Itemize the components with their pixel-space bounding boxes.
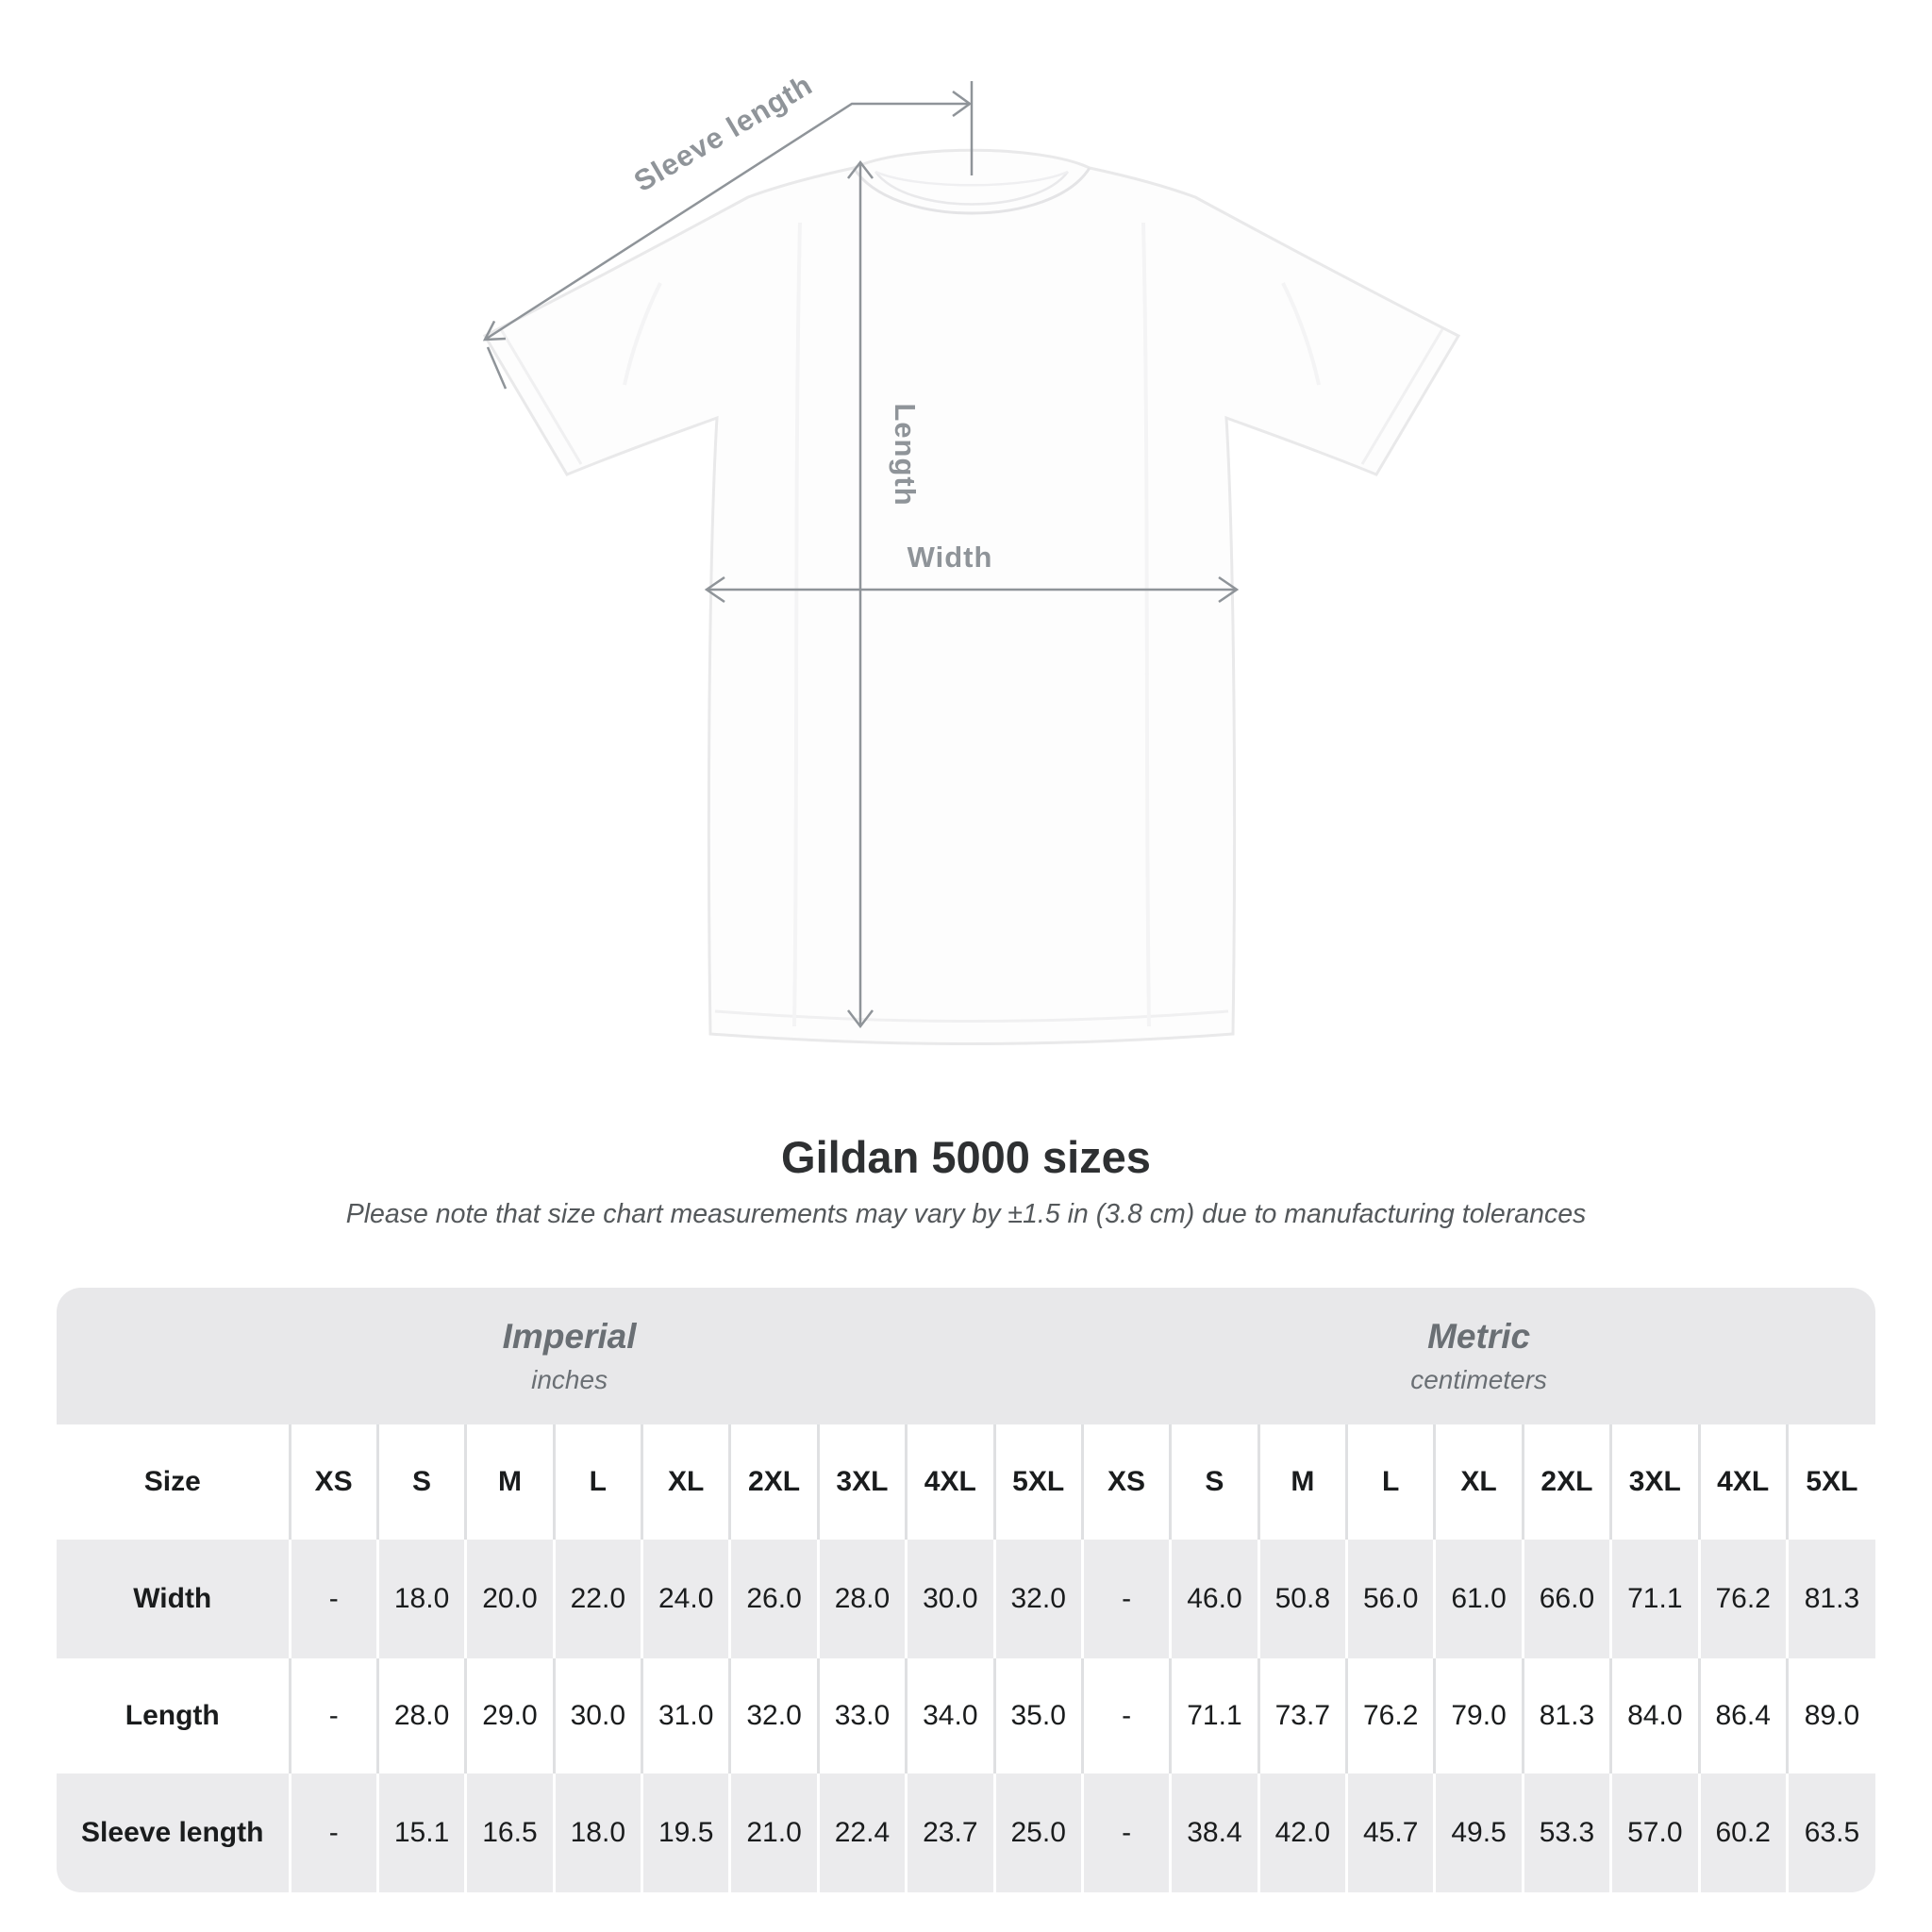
column-header: S [1171,1424,1258,1540]
value-cell: 25.0 [994,1774,1082,1892]
value-cell: 49.5 [1435,1774,1523,1892]
column-header: M [466,1424,554,1540]
value-cell: 20.0 [466,1540,554,1658]
value-cell: 18.0 [554,1774,641,1892]
value-cell: 71.1 [1171,1658,1258,1774]
row-label: Sleeve length [81,1817,264,1848]
value-cell: 21.0 [730,1774,818,1892]
value-cell: 66.0 [1523,1540,1610,1658]
value-cell: 15.1 [377,1774,465,1892]
value-cell: - [290,1540,377,1658]
metric-group-header [1082,1288,1875,1424]
value-cell: 81.3 [1523,1658,1610,1774]
value-cell: 32.0 [994,1540,1082,1658]
value-cell: 22.0 [554,1540,641,1658]
value-cell: 19.5 [642,1774,730,1892]
value-cell: 57.0 [1611,1774,1699,1892]
table-row-length [57,1658,1875,1774]
column-header: 4XL [907,1424,994,1540]
column-header: 5XL [994,1424,1082,1540]
column-header: 5XL [1787,1424,1875,1540]
value-cell: 84.0 [1611,1658,1699,1774]
value-cell: 89.0 [1787,1658,1875,1774]
unit-band [57,1288,1875,1424]
row-label: Length [125,1700,220,1731]
value-cell: 53.3 [1523,1774,1610,1892]
imperial-group-header [57,1288,1082,1424]
value-cell: 28.0 [377,1658,465,1774]
value-cell: 28.0 [818,1540,906,1658]
value-cell: 38.4 [1171,1774,1258,1892]
value-cell: - [1082,1774,1170,1892]
metric-unit: centimeters [1410,1365,1547,1394]
width-label: Width [907,541,993,574]
value-cell: 71.1 [1611,1540,1699,1658]
value-cell: 31.0 [642,1658,730,1774]
value-cell: 76.2 [1347,1658,1435,1774]
metric-title: Metric [1427,1317,1531,1356]
value-cell: 73.7 [1258,1658,1346,1774]
value-cell: 79.0 [1435,1658,1523,1774]
value-cell: 46.0 [1171,1540,1258,1658]
size-chart-table [57,1424,1875,1892]
value-cell: 26.0 [730,1540,818,1658]
column-header: L [554,1424,641,1540]
value-cell: 32.0 [730,1658,818,1774]
value-cell: 35.0 [994,1658,1082,1774]
value-cell: 33.0 [818,1658,906,1774]
value-cell: - [290,1658,377,1774]
value-cell: - [1082,1658,1170,1774]
value-cell: 42.0 [1258,1774,1346,1892]
size-header-cell: Size [143,1466,201,1497]
row-label: Width [133,1583,212,1614]
imperial-unit: inches [531,1365,608,1394]
column-header: XL [1435,1424,1523,1540]
value-cell: 45.7 [1347,1774,1435,1892]
value-cell: 56.0 [1347,1540,1435,1658]
page-title: Gildan 5000 sizes [781,1132,1151,1182]
imperial-title: Imperial [502,1317,637,1356]
column-header: M [1258,1424,1346,1540]
value-cell: 86.4 [1699,1658,1787,1774]
size-table [57,1288,1875,1892]
value-cell: 24.0 [642,1540,730,1658]
table-row-sleeve-length [57,1774,1875,1892]
value-cell: 30.0 [554,1658,641,1774]
value-cell: 16.5 [466,1774,554,1892]
value-cell: 34.0 [907,1658,994,1774]
value-cell: 22.4 [818,1774,906,1892]
column-header: 3XL [818,1424,906,1540]
sleeve-length-label: Sleeve length [628,67,819,199]
value-cell: 29.0 [466,1658,554,1774]
page-subtitle: Please note that size chart measurements may vary by ±1.5 in (3.8 cm) due to manufacturing tolerances [345,1199,1587,1229]
value-cell: 81.3 [1787,1540,1875,1658]
column-header: 2XL [730,1424,818,1540]
value-cell: 30.0 [907,1540,994,1658]
column-header: 3XL [1611,1424,1699,1540]
column-header: 2XL [1523,1424,1610,1540]
value-cell: 63.5 [1787,1774,1875,1892]
tshirt-graphic [485,150,1458,1043]
value-cell: 23.7 [907,1774,994,1892]
value-cell: - [1082,1540,1170,1658]
column-header: XS [1082,1424,1170,1540]
length-label: Length [889,403,922,507]
value-cell: 18.0 [377,1540,465,1658]
value-cell: 61.0 [1435,1540,1523,1658]
column-header: 4XL [1699,1424,1787,1540]
column-header: XL [642,1424,730,1540]
value-cell: 76.2 [1699,1540,1787,1658]
value-cell: - [290,1774,377,1892]
value-cell: 60.2 [1699,1774,1787,1892]
value-cell: 50.8 [1258,1540,1346,1658]
column-header: XS [290,1424,377,1540]
column-header: L [1347,1424,1435,1540]
column-header: S [377,1424,465,1540]
table-row-width [57,1540,1875,1658]
table-header-row [57,1424,1875,1540]
